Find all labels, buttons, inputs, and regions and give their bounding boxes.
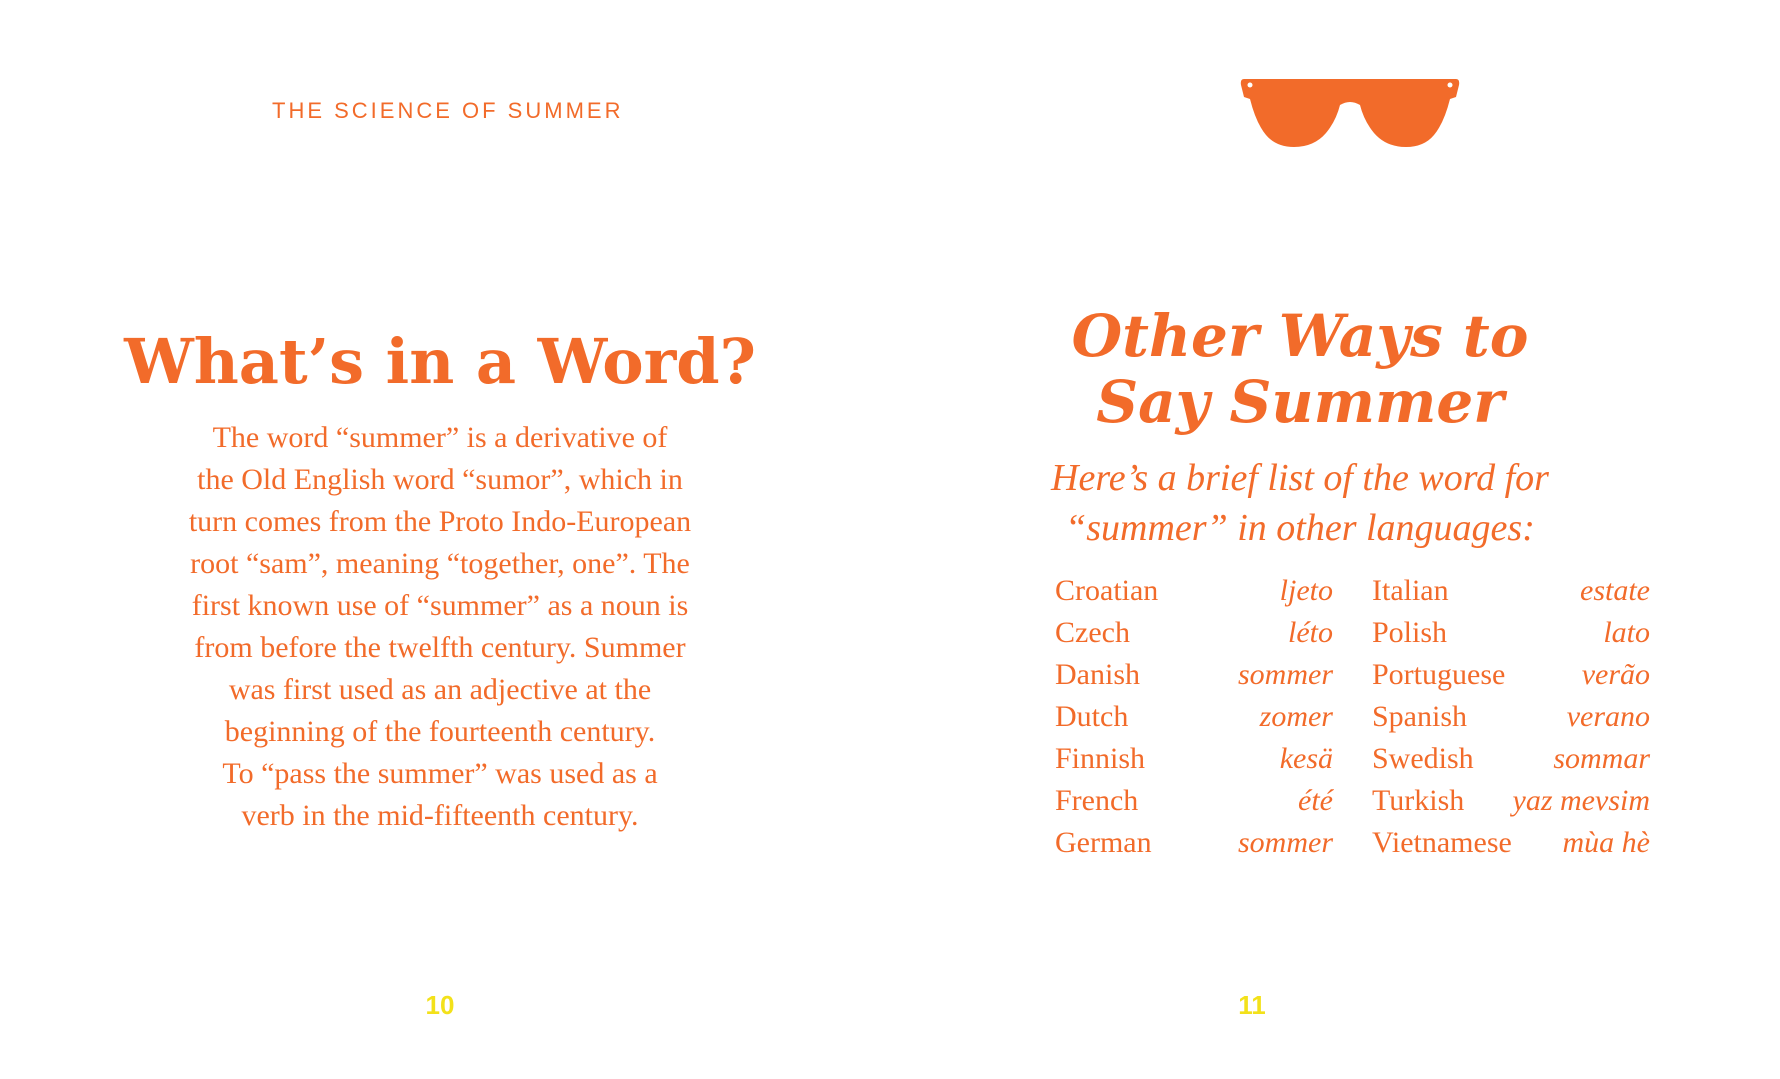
right-page bbox=[890, 0, 1780, 1079]
body-line: from before the twelfth century. Summer bbox=[194, 631, 686, 664]
language-name: German bbox=[1055, 826, 1152, 859]
language-name: Croatian bbox=[1055, 574, 1159, 607]
running-head: THE SCIENCE OF SUMMER bbox=[272, 98, 624, 123]
language-row bbox=[1372, 654, 1650, 696]
summer-word: été bbox=[1298, 784, 1333, 817]
summer-word: zomer bbox=[1259, 700, 1333, 733]
language-row bbox=[1372, 738, 1650, 780]
body-line: root “sam”, meaning “together, one”. The bbox=[190, 547, 690, 580]
language-name: Polish bbox=[1372, 616, 1448, 649]
summer-word: estate bbox=[1580, 574, 1650, 607]
language-row bbox=[1055, 570, 1333, 612]
section-title bbox=[950, 303, 1650, 435]
title-line: Other Ways to bbox=[1071, 302, 1529, 370]
body-line: was first used as an adjective at the bbox=[228, 673, 652, 706]
language-row bbox=[1372, 570, 1650, 612]
title-line: Say Summer bbox=[1096, 368, 1504, 436]
summer-word: verão bbox=[1581, 658, 1650, 691]
language-row bbox=[1055, 738, 1333, 780]
language-name: Vietnamese bbox=[1372, 826, 1512, 859]
language-row bbox=[1055, 654, 1333, 696]
sunglasses-icon bbox=[1240, 75, 1460, 147]
language-name: Dutch bbox=[1055, 700, 1129, 733]
body-text bbox=[100, 417, 780, 837]
body-line: turn comes from the Proto Indo-European bbox=[188, 505, 692, 538]
language-row bbox=[1055, 780, 1333, 822]
language-column-1 bbox=[1055, 570, 1333, 864]
language-row bbox=[1372, 612, 1650, 654]
summer-word: léto bbox=[1288, 616, 1333, 649]
language-column-2 bbox=[1372, 570, 1650, 864]
summer-word: sommer bbox=[1238, 658, 1333, 691]
summer-word: sommer bbox=[1238, 826, 1333, 859]
body-line: The word “summer” is a derivative of bbox=[212, 421, 668, 454]
language-row bbox=[1372, 780, 1650, 822]
summer-word: sommar bbox=[1553, 742, 1650, 775]
language-name: Finnish bbox=[1055, 742, 1146, 775]
language-row bbox=[1055, 696, 1333, 738]
language-name: Danish bbox=[1055, 658, 1140, 691]
language-row bbox=[1372, 696, 1650, 738]
language-name: Swedish bbox=[1372, 742, 1474, 775]
summer-word: ljeto bbox=[1279, 574, 1333, 607]
body-line: first known use of “summer” as a noun is bbox=[191, 589, 689, 622]
section-subtitle bbox=[950, 453, 1650, 553]
language-row bbox=[1055, 612, 1333, 654]
language-name: Spanish bbox=[1372, 700, 1468, 733]
body-line: To “pass the summer” was used as a bbox=[222, 757, 658, 790]
language-name: Portuguese bbox=[1372, 658, 1506, 691]
subtitle-line: “summer” in other languages: bbox=[1065, 507, 1535, 549]
summer-word: yaz mevsim bbox=[1512, 784, 1650, 817]
summer-word: mùa hè bbox=[1562, 826, 1650, 859]
body-line: beginning of the fourteenth century. bbox=[224, 715, 656, 748]
body-line: the Old English word “sumor”, which in bbox=[197, 463, 683, 496]
language-name: Czech bbox=[1055, 616, 1130, 649]
language-name: Turkish bbox=[1372, 784, 1465, 817]
language-row bbox=[1372, 822, 1650, 864]
body-line: verb in the mid-fifteenth century. bbox=[241, 799, 639, 832]
language-row bbox=[1055, 822, 1333, 864]
summer-word: lato bbox=[1603, 616, 1650, 649]
language-name: French bbox=[1055, 784, 1139, 817]
page-number: 11 bbox=[1238, 990, 1266, 1020]
summer-word: kesä bbox=[1279, 742, 1333, 775]
subtitle-line: Here’s a brief list of the word for bbox=[1051, 457, 1549, 499]
page-number: 10 bbox=[425, 990, 455, 1020]
language-name: Italian bbox=[1372, 574, 1449, 607]
page-title: What’s in a Word? bbox=[124, 325, 756, 398]
summer-word: verano bbox=[1566, 700, 1650, 733]
